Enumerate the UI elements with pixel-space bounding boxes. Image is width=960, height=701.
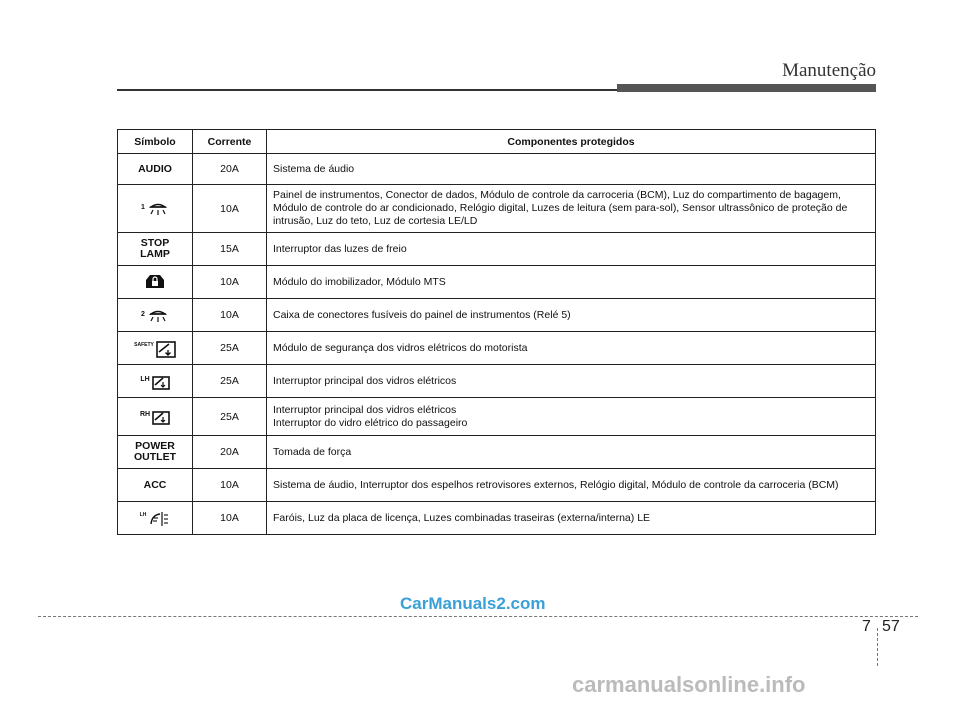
description-cell: Painel de instrumentos, Conector de dados, Módulo de controle da carroceria (BCM), Luz do compartimento de bagagem, Módulo de controle do ar condicionado, Relógio digital, Luzes de leitura (sem para-sol), Sensor ultrassônico de proteção de intrusão, Luz do teto, Luz de cortesia LE/LD [267, 185, 876, 233]
current-cell: 25A [193, 332, 267, 365]
power-window-lh-icon: LH [140, 374, 169, 390]
header-symbol: Símbolo [118, 130, 193, 154]
footer-dashed-line [38, 616, 918, 617]
watermark-bottom: carmanualsonline.info [572, 672, 806, 697]
symbol-text: ACC [118, 469, 193, 502]
dome-lamp-icon: 2 [141, 309, 169, 323]
power-window-rh-icon: RH [140, 409, 170, 425]
header-components: Componentes protegidos [267, 130, 876, 154]
symbol-text: STOP LAMP [118, 233, 193, 266]
current-cell: 15A [193, 233, 267, 266]
current-cell: 20A [193, 154, 267, 185]
table-row [118, 398, 876, 436]
table-row [118, 299, 876, 332]
description-cell: Módulo de segurança dos vidros elétricos do motorista [267, 332, 876, 365]
page-number: 57 [882, 618, 900, 635]
description-cell: Interruptor principal dos vidros elétricos [267, 365, 876, 398]
current-cell: 10A [193, 185, 267, 233]
current-cell: 25A [193, 398, 267, 436]
table-row [118, 266, 876, 299]
header-bar [617, 84, 876, 92]
table-row [118, 332, 876, 365]
table-row [118, 436, 876, 469]
safety-window-icon: SAFETY [134, 340, 176, 358]
current-cell: 10A [193, 266, 267, 299]
section-number: 7 [862, 618, 871, 635]
table-header-row [118, 130, 876, 154]
description-cell: Sistema de áudio, Interruptor dos espelhos retrovisores externos, Relógio digital, Módulo de controle da carroceria (BCM) [267, 469, 876, 502]
immobilizer-icon [144, 272, 166, 290]
tail-lamp-lh-icon: LH [140, 510, 171, 528]
dome-lamp-icon: 1 [141, 202, 169, 216]
table-row [118, 154, 876, 185]
table-row [118, 469, 876, 502]
symbol-text: POWER OUTLET [118, 436, 193, 469]
description-cell: Módulo do imobilizador, Módulo MTS [267, 266, 876, 299]
current-cell: 25A [193, 365, 267, 398]
current-cell: 10A [193, 502, 267, 535]
description-cell: Sistema de áudio [267, 154, 876, 185]
current-cell: 20A [193, 436, 267, 469]
description-cell: Caixa de conectores fusíveis do painel de instrumentos (Relé 5) [267, 299, 876, 332]
footer-vertical-divider [877, 628, 878, 666]
fuse-table [117, 129, 876, 535]
description-cell: Tomada de força [267, 436, 876, 469]
header-rule [117, 89, 617, 91]
header-current: Corrente [193, 130, 267, 154]
page-header-title: Manutenção [782, 60, 876, 81]
table-row [118, 365, 876, 398]
description-cell: Faróis, Luz da placa de licença, Luzes combinadas traseiras (externa/interna) LE [267, 502, 876, 535]
symbol-text: AUDIO [118, 154, 193, 185]
description-line: Interruptor do vidro elétrico do passageiro [273, 416, 468, 429]
description-line: Interruptor principal dos vidros elétricos [273, 403, 457, 416]
description-cell: Interruptor das luzes de freio [267, 233, 876, 266]
current-cell: 10A [193, 469, 267, 502]
table-row [118, 233, 876, 266]
current-cell: 10A [193, 299, 267, 332]
watermark-top: CarManuals2.com [400, 594, 546, 613]
table-row [118, 502, 876, 535]
table-row [118, 185, 876, 233]
